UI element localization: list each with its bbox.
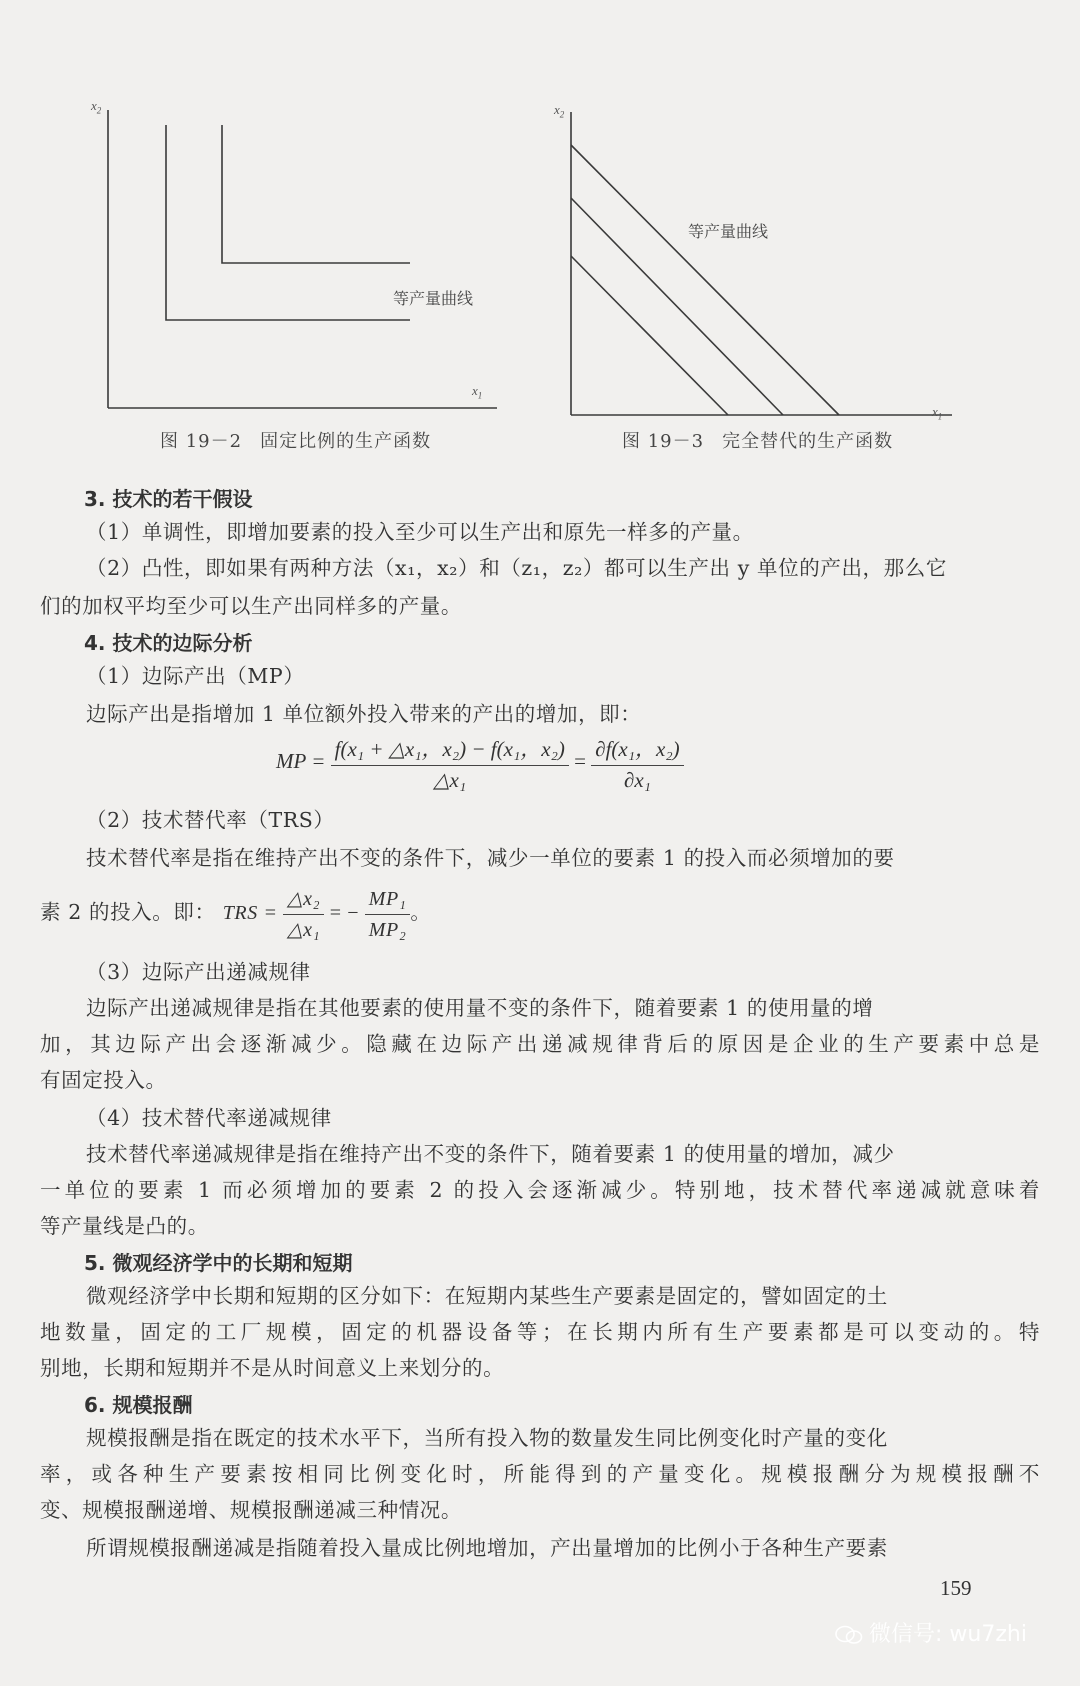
para-trs-a: 技术替代率是指在维持产出不变的条件下，减少一单位的要素 1 的投入而必须增加的要 <box>86 846 895 870</box>
formula-trs: TRS = $\frac{\text{△x₂}}{\text{△x₁}}$ = − $\frac{\text{MP₁}}{\text{MP₂}}$ 。 <box>222 888 431 941</box>
para-diminishing-trs-a: 技术替代率递减规律是指在维持产出不变的条件下，随着要素 1 的使用量的增加，减少 <box>86 1142 895 1166</box>
y-axis-label: $x_2$ <box>91 98 102 116</box>
subheading-diminishing-trs: （4）技术替代率递减规律 <box>86 1106 332 1130</box>
para-convexity-b: 们的加权平均至少可以生产出同样多的产量。 <box>40 594 462 618</box>
para-monotonicity: （1）单调性，即增加要素的投入至少可以生产出和原先一样多的产量。 <box>86 520 754 544</box>
perfect-substitutes-plot <box>560 100 980 420</box>
figure-fixed-proportions <box>91 98 515 424</box>
figure1-caption: 图 19－2 固定比例的生产函数 <box>160 431 432 452</box>
x-axis-label: $x_1$ <box>932 404 943 422</box>
para-long-short-a: 微观经济学中长期和短期的区分如下：在短期内某些生产要素是固定的，譬如固定的土 <box>86 1284 888 1308</box>
heading-tech-assumptions: 3. 技术的若干假设 <box>84 487 253 511</box>
isoquant-label: 等产量曲线 <box>688 222 769 241</box>
para-diminishing-mp-b: 加，其边际产出会逐渐减少。隐藏在边际产出递减规律背后的原因是企业的生产要素中总是 <box>40 1032 1040 1056</box>
subheading-trs: （2）技术替代率（TRS） <box>86 808 335 832</box>
para-long-short-b: 地数量，固定的工厂规模，固定的机器设备等；在长期内所有生产要素都是可以变动的。特 <box>40 1320 1040 1344</box>
para-returns-a: 规模报酬是指在既定的技术水平下，当所有投入物的数量发生同比例变化时产量的变化 <box>86 1426 888 1450</box>
figure2-caption: 图 19－3 完全替代的生产函数 <box>622 431 894 452</box>
para-marginal-product: 边际产出是指增加 1 单位额外投入带来的产出的增加，即： <box>86 702 642 726</box>
heading-returns-to-scale: 6. 规模报酬 <box>84 1393 193 1417</box>
page-number: 159 <box>940 1576 972 1600</box>
isoquant-lower <box>166 125 410 320</box>
para-returns-b: 率，或各种生产要素按相同比例变化时，所能得到的产量变化。规模报酬分为规模报酬不 <box>40 1462 1040 1486</box>
y-axis-label: $x_2$ <box>554 102 565 120</box>
x-axis-label: $x_1$ <box>472 383 483 401</box>
wechat-watermark: 微信号: wu7zhi <box>835 1617 1027 1648</box>
formula-marginal-product: MP = $\frac{\text{f(x₁ + △x₁，x₂) − f(x₁，x₂)}}{\text{△x₁}}$ = $\frac{\text{∂f(x₁，x₂)}}{\text{∂x₁}}$ <box>276 733 684 793</box>
para-diminishing-trs-b: 一单位的要素 1 而必须增加的要素 2 的投入会逐渐减少。特别地，技术替代率递减就意味着 <box>40 1178 1040 1202</box>
fixed-proportions-plot <box>95 100 515 420</box>
figure-perfect-substitutes <box>554 100 980 424</box>
para-diminishing-trs-c: 等产量线是凸的。 <box>40 1214 209 1238</box>
subheading-diminishing-mp: （3）边际产出递减规律 <box>86 960 311 984</box>
isoquant-upper <box>222 125 410 263</box>
subheading-marginal-product: （1）边际产出（MP） <box>86 664 305 688</box>
heading-long-short-run: 5. 微观经济学中的长期和短期 <box>84 1251 353 1275</box>
wechat-icon <box>835 1625 863 1645</box>
para-long-short-c: 别地，长期和短期并不是从时间意义上来划分的。 <box>40 1356 505 1380</box>
heading-marginal-analysis: 4. 技术的边际分析 <box>84 631 253 655</box>
isoquant-label: 等产量曲线 <box>393 289 474 308</box>
para-diminishing-mp-a: 边际产出递减规律是指在其他要素的使用量不变的条件下，随着要素 1 的使用量的增 <box>86 996 874 1020</box>
para-returns-c: 变、规模报酬递增、规模报酬递减三种情况。 <box>40 1498 462 1522</box>
para-convexity-a: （2）凸性，即如果有两种方法（x₁，x₂）和（z₁，z₂）都可以生产出 y 单位的产出，那么它 <box>86 556 947 580</box>
isoline-high <box>571 145 839 415</box>
para-trs-b: 素 2 的投入。即： TRS = $\frac{\text{△x₂}}{\text{△x₁}}$ = − $\frac{\text{MP₁}}{\text{MP₂}}$ 。 <box>40 888 431 941</box>
para-decreasing-returns: 所谓规模报酬递减是指随着投入量成比例地增加，产出量增加的比例小于各种生产要素 <box>86 1536 888 1560</box>
para-diminishing-mp-c: 有固定投入。 <box>40 1068 167 1092</box>
